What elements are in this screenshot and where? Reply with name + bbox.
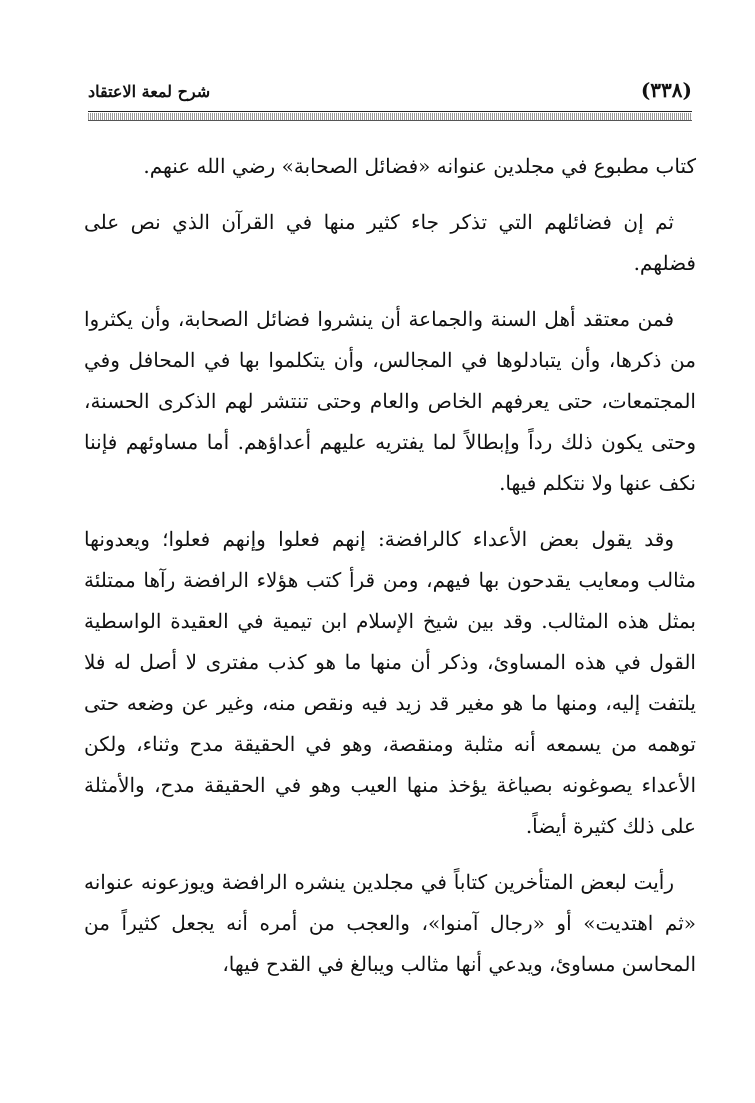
running-title: شرح لمعة الاعتقاد	[88, 82, 211, 101]
header-rule	[88, 111, 692, 121]
page-header	[88, 78, 692, 108]
paragraph-3: فمن معتقد أهل السنة والجماعة أن ينشروا فضائل الصحابة، وأن يكثروا من ذكرها، وأن يتبادلوها في المجالس، وأن يتكلموا بها في المحافل وفي المجتمعات، حتى يعرفهم الخاص والعام وحتى تنتشر لهم الذكرى الحسنة، وحتى يكون ذلك رداً وإبطالاً لما يفتريه عليهم أعداؤهم. أما مساوئهم فإننا نكف عنها ولا نتكلم فيها.	[84, 307, 696, 495]
body-text	[84, 146, 696, 1000]
paragraph-1: كتاب مطبوع في مجلدين عنوانه «فضائل الصحابة» رضي الله عنهم.	[143, 154, 696, 178]
paragraph-2: ثم إن فضائلهم التي تذكر جاء كثير منها في القرآن الذي نص على فضلهم.	[84, 210, 696, 275]
paragraph-4: وقد يقول بعض الأعداء كالرافضة: إنهم فعلوا وإنهم فعلوا؛ ويعدونها مثالب ومعايب يقدحون بها فيهم، ومن قرأ كتب هؤلاء الرافضة رآها ممتلئة بمثل هذه المثالب. وقد بين شيخ الإسلام ابن تيمية في العقيدة الواسطية القول في هذه المساوئ، وذكر أن منها ما هو كذب مفترى لا أصل له فلا يلتفت إليه، ومنها ما هو مغير قد زيد فيه ونقص منه، وغير عن وضعه حتى توهمه من يسمعه أنه مثلبة ومنقصة، وهو في الحقيقة مدح وثناء، ولكن الأعداء يصوغونه بصياغة يؤخذ منها العيب وهو في الحقيقة مدح، والأمثلة على ذلك كثيرة أيضاً.	[84, 527, 697, 838]
page-number: (٣٣٨)	[640, 78, 692, 102]
paragraph-5: رأيت لبعض المتأخرين كتاباً في مجلدين ينشره الرافضة ويوزعونه عنوانه «ثم اهتديت» أو «رجال آمنوا»، والعجب من أمره أنه يجعل كثيراً من المحاسن مساوئ، ويدعي أنها مثالب ويبالغ في القدح فيها،	[84, 870, 696, 976]
